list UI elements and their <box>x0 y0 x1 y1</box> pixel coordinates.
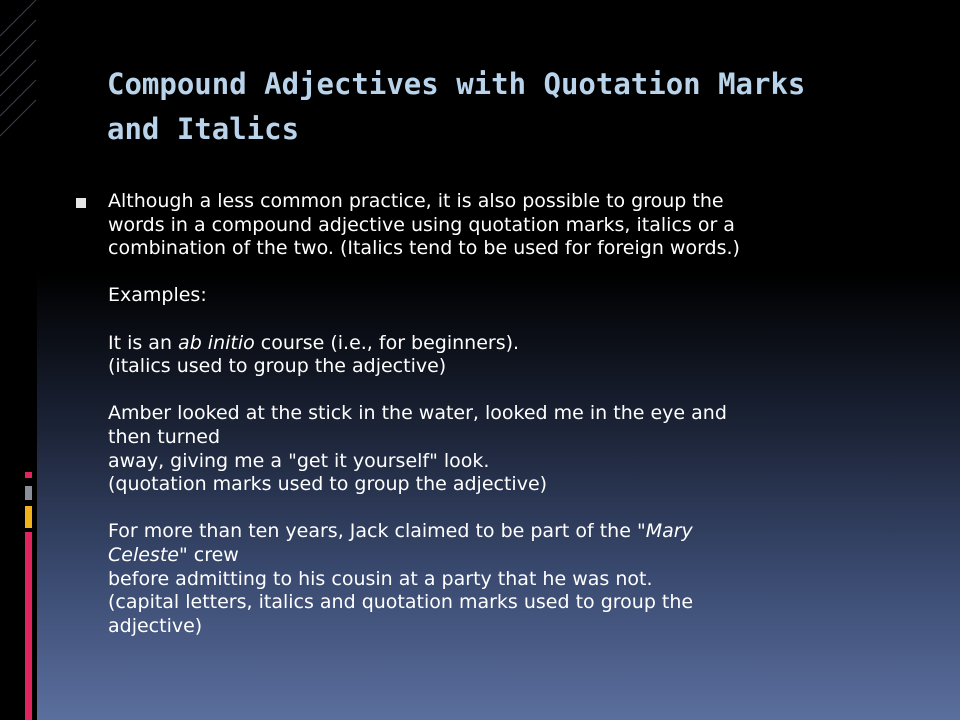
example-3-note-1: (capital letters, italics and quotation marks used to group the <box>108 591 694 614</box>
example-3-line-3: before admitting to his cousin at a party that he was not. <box>108 567 653 590</box>
examples-label: Examples: <box>108 284 207 307</box>
slide-title-line-1: Compound Adjectives with Quotation Marks <box>107 67 806 101</box>
example-2-line-1: Amber looked at the stick in the water, looked me in the eye and <box>108 402 727 425</box>
example-3-pre: For more than ten years, Jack claimed to be part of the " <box>108 520 646 543</box>
corner-decoration <box>0 0 37 160</box>
example-3-italic-1: Mary <box>645 520 693 543</box>
intro-line-3: combination of the two. (Italics tend to be used for foreign words.) <box>108 237 740 260</box>
slide-body <box>108 190 898 638</box>
slide-title <box>107 62 907 152</box>
example-2-note: (quotation marks used to group the adjective) <box>108 473 548 496</box>
example-1-sentence <box>108 332 898 356</box>
example-3-line-1 <box>108 520 898 544</box>
square-bullet-icon <box>76 198 86 208</box>
example-2-line-3: away, giving me a "get it yourself" look. <box>108 449 490 472</box>
example-3-post: " crew <box>178 543 239 566</box>
example-2-line-2: then turned <box>108 425 221 448</box>
example-1-note: (italics used to group the adjective) <box>108 355 447 378</box>
example-1-pre: It is an <box>108 331 179 354</box>
accent-bar-pink-long <box>25 532 32 720</box>
slide-title-line-2: and Italics <box>107 112 300 146</box>
accent-bar-gray <box>25 486 32 500</box>
intro-line-2: words in a compound adjective using quotation marks, italics or a <box>108 213 735 236</box>
example-3-line-2 <box>108 544 898 568</box>
intro-line-1: Although a less common practice, it is also possible to group the <box>108 190 724 212</box>
accent-bar-pink <box>25 472 32 478</box>
example-3-italic-2: Celeste <box>108 543 179 566</box>
example-1-post: course (i.e., for beginners). <box>254 331 520 354</box>
accent-bar-gold <box>25 506 32 528</box>
example-3-note-2: adjective) <box>108 614 203 637</box>
example-1-italic: ab initio <box>178 331 255 354</box>
